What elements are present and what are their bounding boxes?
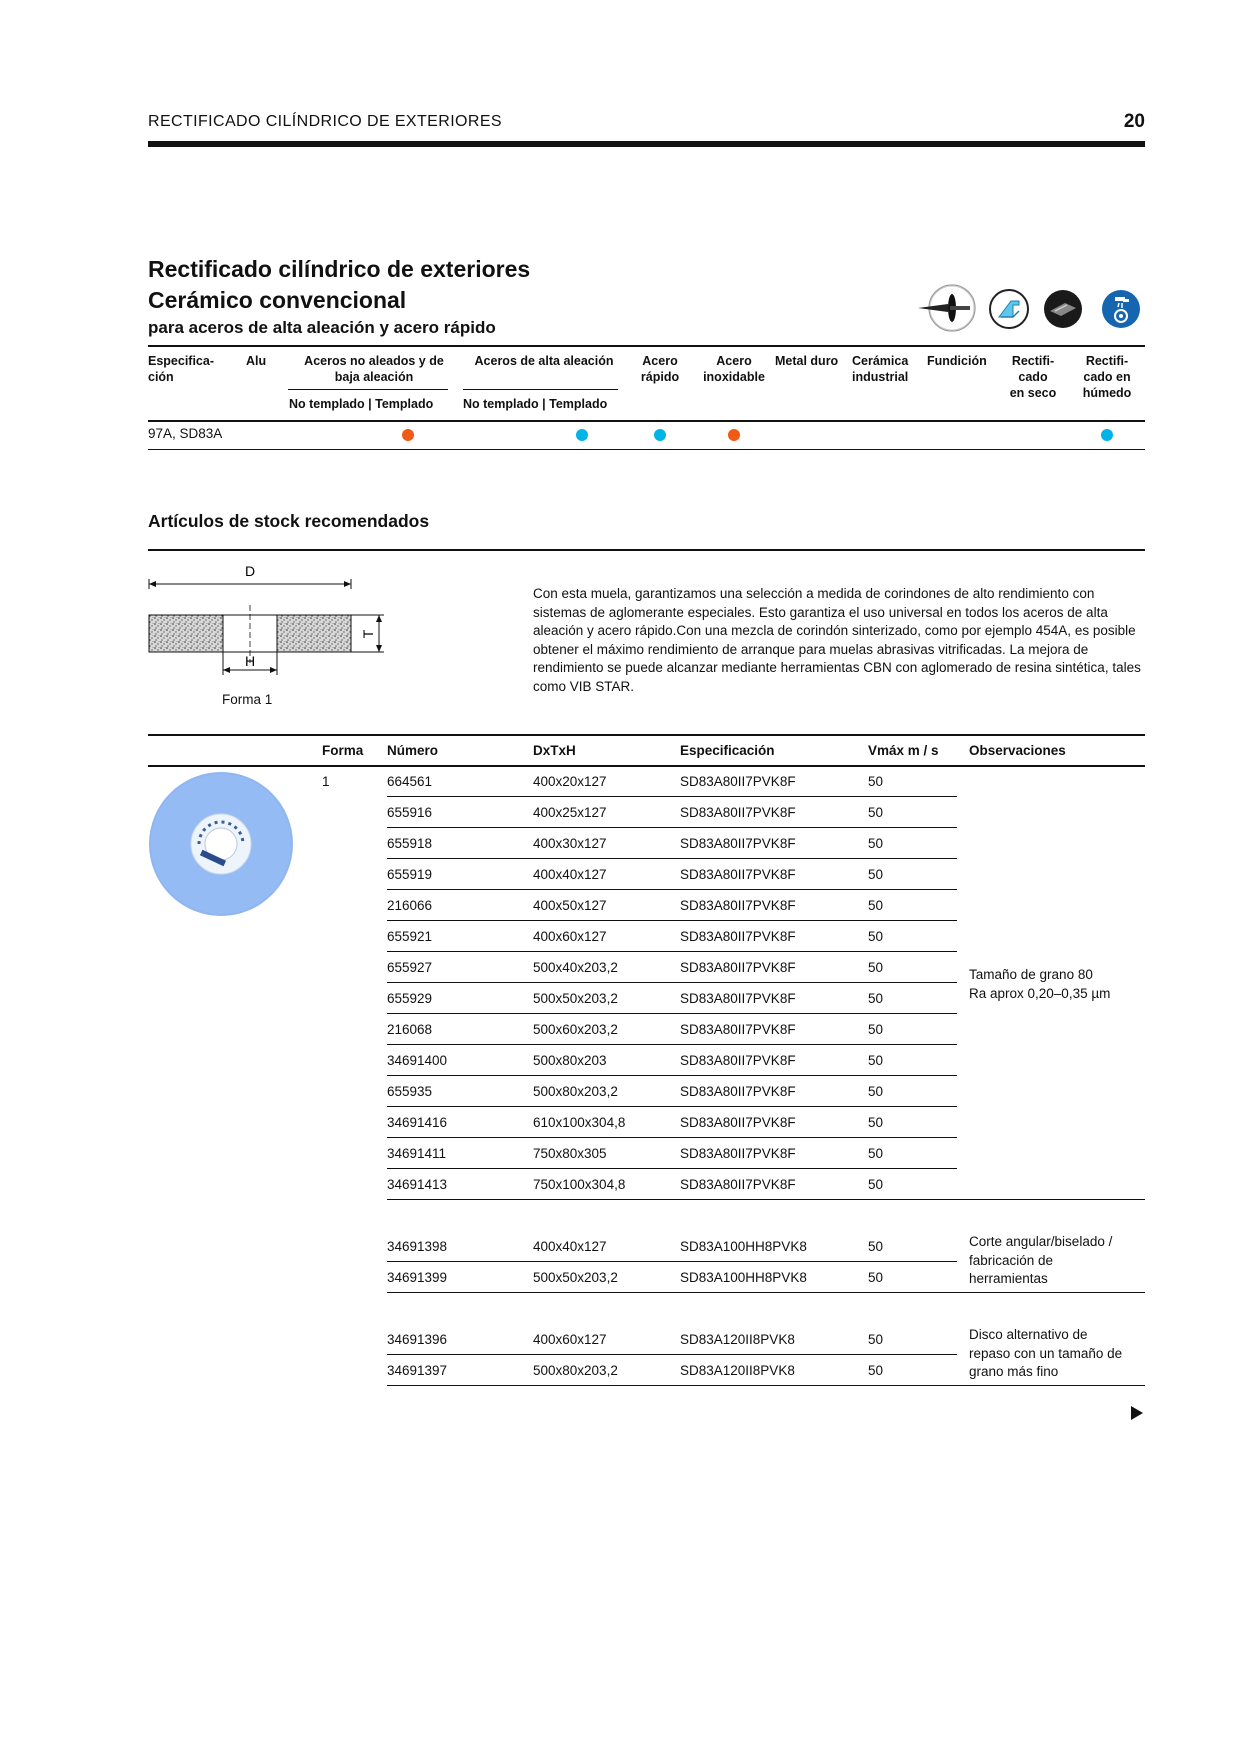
cell-dim: 500x60x203,2: [533, 1022, 618, 1037]
cell-numero: 655927: [387, 960, 433, 975]
cell-numero: 655916: [387, 805, 433, 820]
cell-spec: SD83A80II7PVK8F: [680, 805, 796, 820]
header-text: Acero: [716, 354, 752, 368]
cell-spec: SD83A80II7PVK8F: [680, 867, 796, 882]
cell-vmax: 50: [868, 1239, 884, 1254]
matrix-top-rule: [148, 345, 1145, 347]
cell-vmax: 50: [868, 1270, 884, 1285]
header-text: en seco: [1009, 386, 1057, 400]
cell-vmax: 50: [868, 836, 884, 851]
cell-spec: SD83A80II7PVK8F: [680, 1084, 796, 1099]
row-rule: [387, 1168, 957, 1169]
col-header-ceramic: [852, 353, 908, 385]
header-text: Rectifi-: [1011, 354, 1055, 368]
cell-dim: 500x40x203,2: [533, 960, 618, 975]
header-text: cado en: [1083, 370, 1131, 384]
cell-dim: 400x60x127: [533, 929, 607, 944]
header-text: húmedo: [1082, 386, 1132, 400]
cell-dim: 400x30x127: [533, 836, 607, 851]
cell-spec: SD83A100HH8PVK8: [680, 1270, 807, 1285]
col-header-wet: [1074, 353, 1140, 401]
forma-value: 1: [322, 774, 330, 789]
cell-spec: SD83A80II7PVK8F: [680, 1146, 796, 1161]
observation-line: Ra aprox 0,20–0,35 µm: [969, 985, 1111, 1001]
dim-label-h: H: [244, 653, 256, 669]
row-rule: [387, 1044, 957, 1045]
cell-vmax: 50: [868, 1146, 884, 1161]
cell-numero: 664561: [387, 774, 433, 789]
grinding-wheel-photo: [148, 771, 294, 917]
row-rule: [387, 827, 957, 828]
header-text: inoxidable: [703, 370, 765, 384]
stock-rule: [148, 549, 1145, 551]
running-title: RECTIFICADO CILÍNDRICO DE EXTERIORES: [148, 113, 502, 130]
col-header-high-alloy: Aceros de alta aleación: [474, 354, 614, 368]
observation-group3: [969, 1326, 1145, 1382]
observation-line: grano más fino: [969, 1364, 1059, 1380]
grinding-wheel-icon: [912, 276, 976, 340]
row-rule: [387, 796, 957, 797]
row-rule: [387, 889, 957, 890]
dim-label-d: D: [244, 563, 256, 579]
group-rule: [387, 1292, 1145, 1293]
cell-dim: 400x25x127: [533, 805, 607, 820]
header-text: cado: [1018, 370, 1048, 384]
header-text: Aceros no aleados y de: [304, 354, 444, 368]
col-header-stainless: [694, 353, 774, 385]
cell-dim: 500x50x203,2: [533, 991, 618, 1006]
diagram-caption: Forma 1: [222, 692, 273, 707]
cell-vmax: 50: [868, 960, 884, 975]
subheader-high-alloy: No templado | Templado: [463, 397, 608, 411]
matrix-mid-rule: [148, 420, 1145, 422]
suitability-dot-high-alloy-hardened: [576, 429, 588, 441]
col-header-carbide: Metal duro: [775, 354, 839, 368]
header-text: Cerámica: [852, 354, 909, 368]
row-rule: [387, 951, 957, 952]
stock-heading: Artículos de stock recomendados: [148, 511, 430, 531]
observation-line: Corte angular/biselado /: [969, 1234, 1113, 1249]
cell-dim: 400x20x127: [533, 774, 607, 789]
cell-spec: SD83A80II7PVK8F: [680, 929, 796, 944]
group-rule: [387, 1385, 1145, 1386]
spec-row-label: 97A, SD83A: [148, 426, 223, 441]
cell-dim: 400x50x127: [533, 898, 607, 913]
wheel-shape-diagram: [148, 563, 388, 678]
cell-dim: 400x60x127: [533, 1332, 607, 1347]
cell-dim: 500x80x203: [533, 1053, 607, 1068]
cell-spec: SD83A80II7PVK8F: [680, 774, 796, 789]
cell-numero: 34691396: [387, 1332, 448, 1347]
th-observations: Observaciones: [969, 743, 1066, 758]
suitability-dot-non-alloy-hardened: [402, 429, 414, 441]
group-rule: [387, 1199, 1145, 1200]
row-rule: [387, 1106, 957, 1107]
cell-vmax: 50: [868, 1115, 884, 1130]
cell-numero: 216068: [387, 1022, 433, 1037]
header-text: Rectifi-: [1085, 354, 1129, 368]
row-rule: [387, 982, 957, 983]
cell-dim: 500x80x203,2: [533, 1084, 618, 1099]
cell-numero: 34691411: [387, 1146, 447, 1161]
page-subtitle: para aceros de alta aleación y acero rápido: [148, 318, 496, 337]
dry-grinding-icon: [1043, 289, 1083, 329]
table-header-rule: [148, 765, 1145, 767]
cell-vmax: 50: [868, 1022, 884, 1037]
cell-dim: 500x50x203,2: [533, 1270, 618, 1285]
cell-spec: SD83A120II8PVK8: [680, 1332, 795, 1347]
col-header-hss: [630, 353, 690, 385]
observation-line: Tamaño de grano 80: [969, 967, 1093, 982]
col-header-non-alloy: [288, 353, 460, 385]
cell-vmax: 50: [868, 1053, 884, 1068]
col-header-spec: [148, 353, 214, 385]
cell-numero: 34691397: [387, 1363, 448, 1378]
suitability-dot-wet: [1101, 429, 1113, 441]
cell-vmax: 50: [868, 867, 884, 882]
header-text: ción: [148, 370, 174, 384]
row-rule: [387, 1354, 957, 1355]
cell-numero: 655935: [387, 1084, 433, 1099]
cell-spec: SD83A80II7PVK8F: [680, 960, 796, 975]
header-text: rápido: [640, 370, 680, 384]
product-description: Con esta muela, garantizamos una selección a medida de corindones de alto rendimiento con sistemas de aglomerante especiales. Esto garantiza el uso universal en todos los aceros de alta aleación y acero rápido.Con una mezcla de corindón sinterizado, como por ejemplo 454A, es posible obtener el máximo rendimiento de arranque para muelas abrasivas vitrificadas. La mejora de rendimiento se puede alcanzar mediante herramientas CBN con aglomerado de resina sintética, tales como VIB STAR.: [533, 586, 1141, 694]
cell-dim: 610x100x304,8: [533, 1115, 626, 1130]
cell-dim: 750x100x304,8: [533, 1177, 626, 1192]
cell-vmax: 50: [868, 991, 884, 1006]
header-text: Especifica-: [148, 354, 215, 368]
cell-vmax: 50: [868, 929, 884, 944]
observation-line: herramientas: [969, 1271, 1048, 1287]
header-rule: [148, 141, 1145, 147]
observation-line: fabricación de: [969, 1252, 1054, 1268]
header-text: Acero: [642, 354, 678, 368]
page-number: 20: [1123, 111, 1145, 132]
th-vmax: Vmáx m / s: [868, 743, 939, 758]
row-rule: [387, 1137, 957, 1138]
table-top-rule: [148, 734, 1145, 736]
cell-vmax: 50: [868, 1332, 884, 1347]
cell-vmax: 50: [868, 1363, 884, 1378]
cell-vmax: 50: [868, 774, 884, 789]
suitability-dot-stainless: [728, 429, 740, 441]
observation-line: repaso con un tamaño de: [969, 1345, 1123, 1361]
col-header-cast: Fundición: [927, 354, 987, 368]
cell-spec: SD83A80II7PVK8F: [680, 1115, 796, 1130]
cell-spec: SD83A80II7PVK8F: [680, 1177, 796, 1192]
observation-line: Disco alternativo de: [969, 1327, 1088, 1342]
cell-vmax: 50: [868, 1177, 884, 1192]
observation-group1: [969, 966, 1145, 1003]
subheader-non-alloy: No templado | Templado: [289, 397, 434, 411]
cell-numero: 34691398: [387, 1239, 448, 1254]
cell-numero: 655918: [387, 836, 433, 851]
wet-grinding-icon: [1101, 289, 1141, 329]
cell-dim: 750x80x305: [533, 1146, 607, 1161]
cell-spec: SD83A80II7PVK8F: [680, 1053, 796, 1068]
subheader-rule: [288, 389, 448, 390]
suitability-dot-hss: [654, 429, 666, 441]
page-title-secondary: Cerámico convencional: [148, 287, 407, 313]
th-numero: Número: [387, 743, 439, 758]
page-title: Rectificado cilíndrico de exteriores: [148, 256, 531, 282]
cell-spec: SD83A80II7PVK8F: [680, 1022, 796, 1037]
cell-dim: 500x80x203,2: [533, 1363, 618, 1378]
header-text: baja aleación: [334, 370, 414, 384]
col-header-alu: Alu: [246, 354, 267, 368]
row-rule: [387, 1261, 957, 1262]
cell-spec: SD83A80II7PVK8F: [680, 991, 796, 1006]
dim-label-t: T: [360, 629, 376, 639]
matrix-bottom-rule: [148, 449, 1145, 450]
subheader-rule: [463, 389, 618, 390]
cell-numero: 34691413: [387, 1177, 448, 1192]
next-page-arrow-icon[interactable]: [1131, 1406, 1143, 1420]
cell-vmax: 50: [868, 805, 884, 820]
row-rule: [387, 920, 957, 921]
row-rule: [387, 1013, 957, 1014]
th-dimensions: DxTxH: [533, 743, 576, 758]
col-header-dry: [1000, 353, 1066, 401]
steel-profile-icon: [989, 289, 1029, 329]
cell-dim: 400x40x127: [533, 867, 607, 882]
th-forma: Forma: [322, 743, 364, 758]
cell-numero: 34691416: [387, 1115, 448, 1130]
cell-numero: 216066: [387, 898, 433, 913]
cell-numero: 655919: [387, 867, 433, 882]
cell-numero: 34691400: [387, 1053, 448, 1068]
cell-numero: 655929: [387, 991, 433, 1006]
header-text: industrial: [852, 370, 909, 384]
cell-spec: SD83A80II7PVK8F: [680, 836, 796, 851]
cell-numero: 34691399: [387, 1270, 448, 1285]
cell-spec: SD83A80II7PVK8F: [680, 898, 796, 913]
cell-dim: 400x40x127: [533, 1239, 607, 1254]
cell-vmax: 50: [868, 1084, 884, 1099]
cell-spec: SD83A120II8PVK8: [680, 1363, 795, 1378]
cell-vmax: 50: [868, 898, 884, 913]
cell-spec: SD83A100HH8PVK8: [680, 1239, 807, 1254]
observation-group2: [969, 1233, 1145, 1289]
row-rule: [387, 858, 957, 859]
th-specification: Especificación: [680, 743, 775, 758]
cell-numero: 655921: [387, 929, 433, 944]
row-rule: [387, 1075, 957, 1076]
